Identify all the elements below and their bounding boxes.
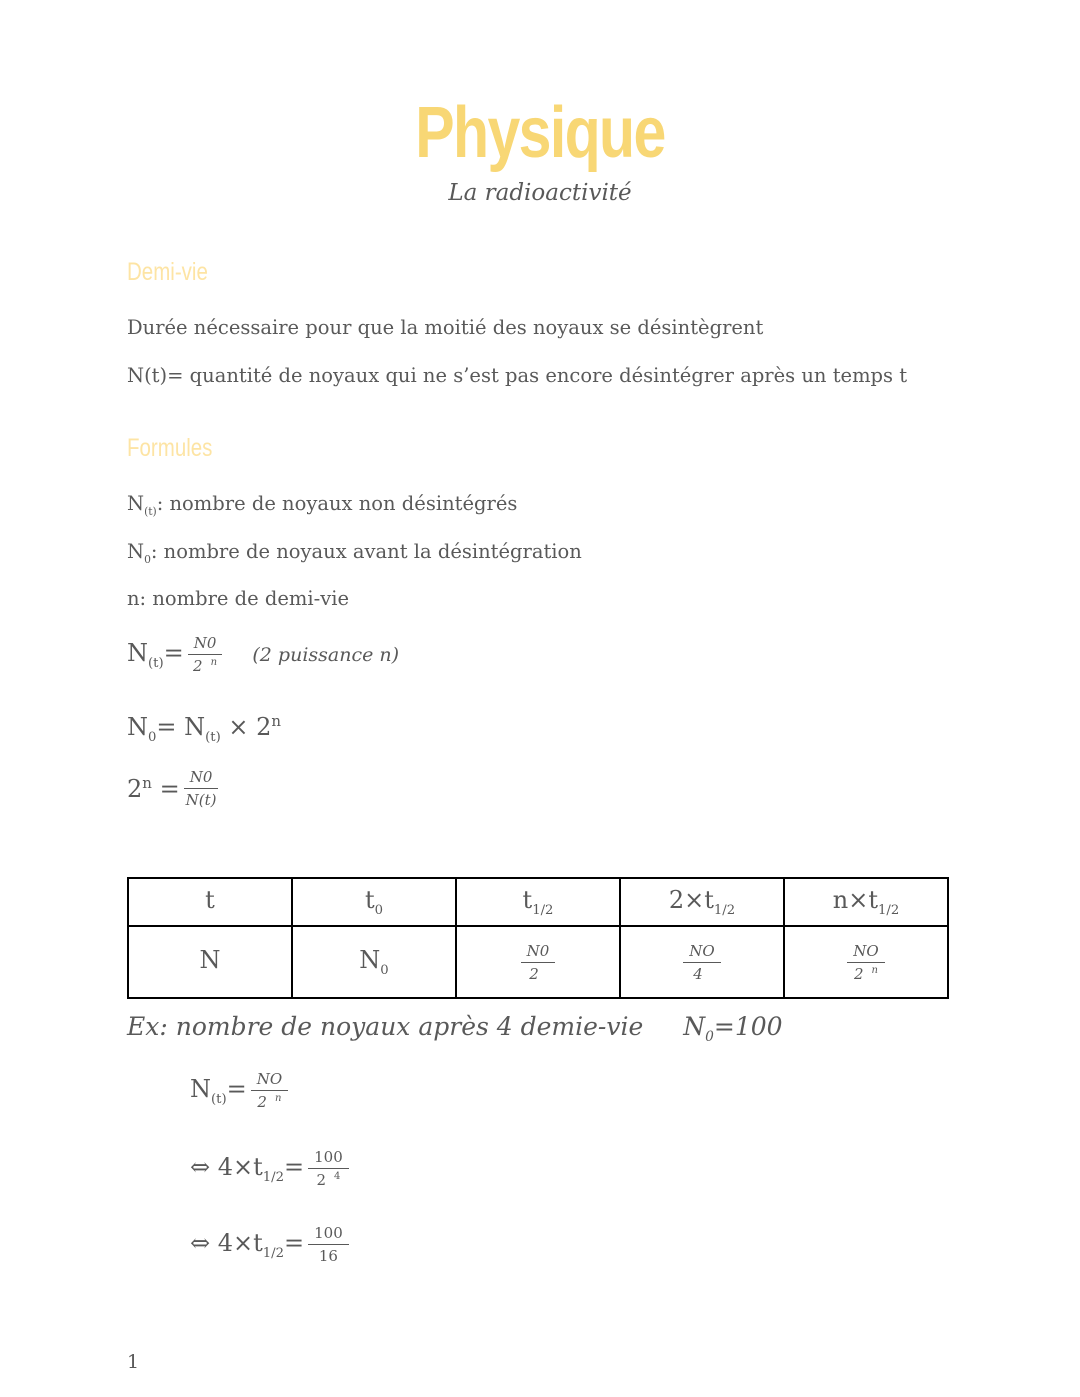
table-cell: $N_0$ xyxy=(292,926,456,998)
table-cell: $2\times t_{1/2}$ xyxy=(620,878,784,926)
table-row xyxy=(128,926,948,998)
fraction: $\frac{N0}{N(t)}$ xyxy=(185,768,217,809)
subscript: (t) xyxy=(144,504,157,518)
table-row xyxy=(128,878,948,926)
half-life-table xyxy=(127,877,949,999)
heading-demi-vie: Demi-vie xyxy=(127,258,208,286)
table-cell: $t_0$ xyxy=(292,878,456,926)
page-number: 1 xyxy=(127,1351,140,1373)
heading-formules: Formules xyxy=(127,434,213,462)
definition-text: : nombre de noyaux avant la désintégration xyxy=(150,540,582,563)
formula-definition: n: nombre de demi-vie xyxy=(127,587,350,610)
formula-nt: $N_{(t)}=$ $\frac{N0}{2 ^n}$ (2 puissance n) xyxy=(127,634,400,675)
example-step: ⇔ $4\times t_{1/2}=$ $\frac{100}{16}$ xyxy=(190,1224,353,1265)
fraction: $\frac{100}{2 ^4}$ xyxy=(308,1148,349,1189)
table-cell: t xyxy=(128,878,292,926)
table-cell: $t_{1/2}$ xyxy=(456,878,620,926)
page-subtitle: La radioactivité xyxy=(448,180,632,206)
table-cell: $\frac{NO}{4}$ xyxy=(620,926,784,998)
table-cell: $n\times t_{1/2}$ xyxy=(784,878,948,926)
table-cell: $\frac{NO}{2 ^n}$ xyxy=(784,926,948,998)
fraction: $\frac{N0}{2 ^n}$ xyxy=(188,634,223,675)
table-cell: $\frac{N0}{2}$ xyxy=(456,926,620,998)
formula-definition: $N_0$: nombre de noyaux avant la désintégration xyxy=(127,540,582,566)
formula-2n: $2^n$ = $\frac{N0}{N(t)}$ xyxy=(127,768,217,809)
formula-n0: $N_0= N_{(t)} \times 2^n$ xyxy=(127,712,282,745)
formula-note: (2 puissance n) xyxy=(252,643,400,666)
example-statement: Ex: nombre de noyaux après 4 demie-vie $N_0=100$ xyxy=(127,1012,783,1045)
definition-text: : nombre de noyaux non désintégrés xyxy=(156,492,518,515)
table-cell: N xyxy=(128,926,292,998)
fraction: $\frac{100}{16}$ xyxy=(308,1224,349,1265)
definition-line: Durée nécessaire pour que la moitié des noyaux se désintègrent xyxy=(127,316,764,339)
example-step: ⇔ $4\times t_{1/2}=$ $\frac{100}{2 ^4}$ xyxy=(190,1148,353,1189)
formula-definition: $N_{(t)}$: nombre de noyaux non désintégrés xyxy=(127,492,518,518)
example-step: $N_{(t)}=$ $\frac{NO}{2 ^n}$ xyxy=(190,1070,292,1111)
subscript: 0 xyxy=(144,552,151,566)
definition-line: N(t)= quantité de noyaux qui ne s’est pas encore désintégrer après un temps t xyxy=(127,364,908,387)
page-title: Physique xyxy=(415,93,665,173)
fraction: $\frac{NO}{2 ^n}$ xyxy=(251,1070,288,1111)
